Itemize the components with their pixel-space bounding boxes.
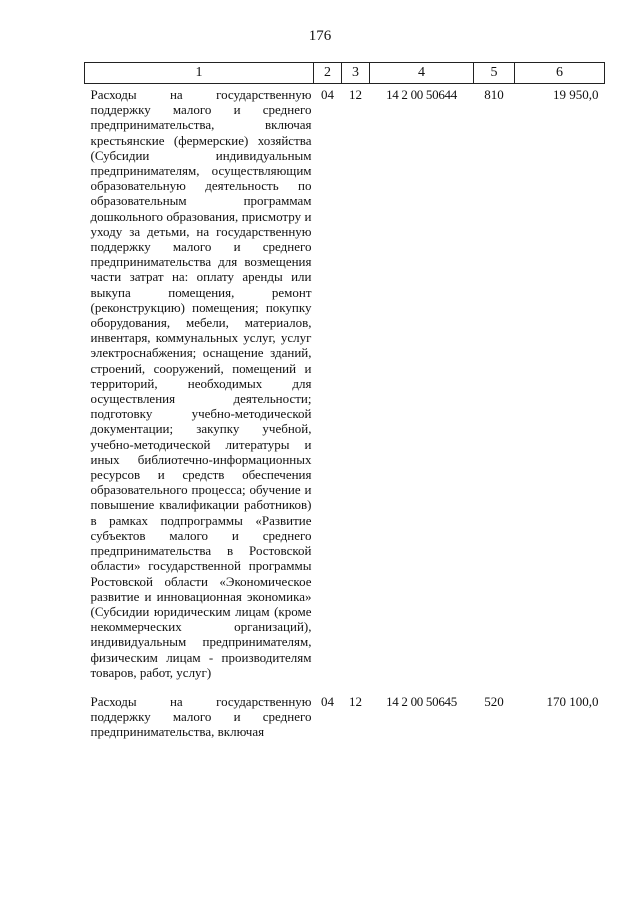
row-subsection: 12 [349,87,362,102]
header-col-6: 6 [515,63,605,84]
header-col-2: 2 [314,63,342,84]
row-section: 04 [321,87,334,102]
table-row [85,680,605,740]
row-amount: 19 950,0 [553,87,599,102]
header-col-1: 1 [85,63,314,84]
header-col-3: 3 [342,63,370,84]
row-expense-type: 520 [484,693,504,709]
budget-table [84,62,605,740]
row-target-code: 14 2 00 50645 [386,693,457,709]
row-section: 04 [321,693,334,709]
table-header-row [85,63,605,84]
table-row [85,84,605,680]
row-expense-type: 810 [484,87,504,102]
row-subsection: 12 [349,693,362,709]
row-description: Расходы на государственную поддержку малого и среднего предпринимательства, включая [90,693,312,740]
row-target-code: 14 2 00 50644 [386,87,457,102]
header-col-5: 5 [474,63,515,84]
header-col-4: 4 [370,63,474,84]
row-amount: 170 100,0 [546,693,599,709]
page-number: 176 [308,28,332,44]
row-description: Расходы на государственную поддержку малого и среднего предпринимательства, включая крестьянские (фермерские) хозяйства (Субсидии индивидуальным предпринимателям, осуществляющим образовательную деятельность по образовательным программам дошкольного образования, присмотру и уходу за детьми, на государственную поддержку малого и среднего предпринимательства для возмещения части затрат на: оплату аренды или выкупа помещения, ремонт (реконструкцию) помещения; покупку оборудования, мебели, материалов, инвентаря, коммунальных услуг, услуг электроснабжения; оснащение зданий, строений, сооружений, помещений и территорий, необходимых для осуществления деятельности; подготовку учебно-методической документации; закупку учебной, учебно-методической литературы и иных библиотечно-информационных ресурсов и средств обеспечения образовательного процесса; обучение и повышение квалификации работников) в рамках подпрограммы «Развитие субъектов малого и среднего предпринимательства в Ростовской области» государственной программы Ростовской области «Экономическое развитие и инновационная экономика» (Субсидии юридическим лицам (кроме некоммерческих организаций), индивидуальным предпринимателям, физическим лицам - производителям товаров, работ, услуг) [90,87,312,680]
